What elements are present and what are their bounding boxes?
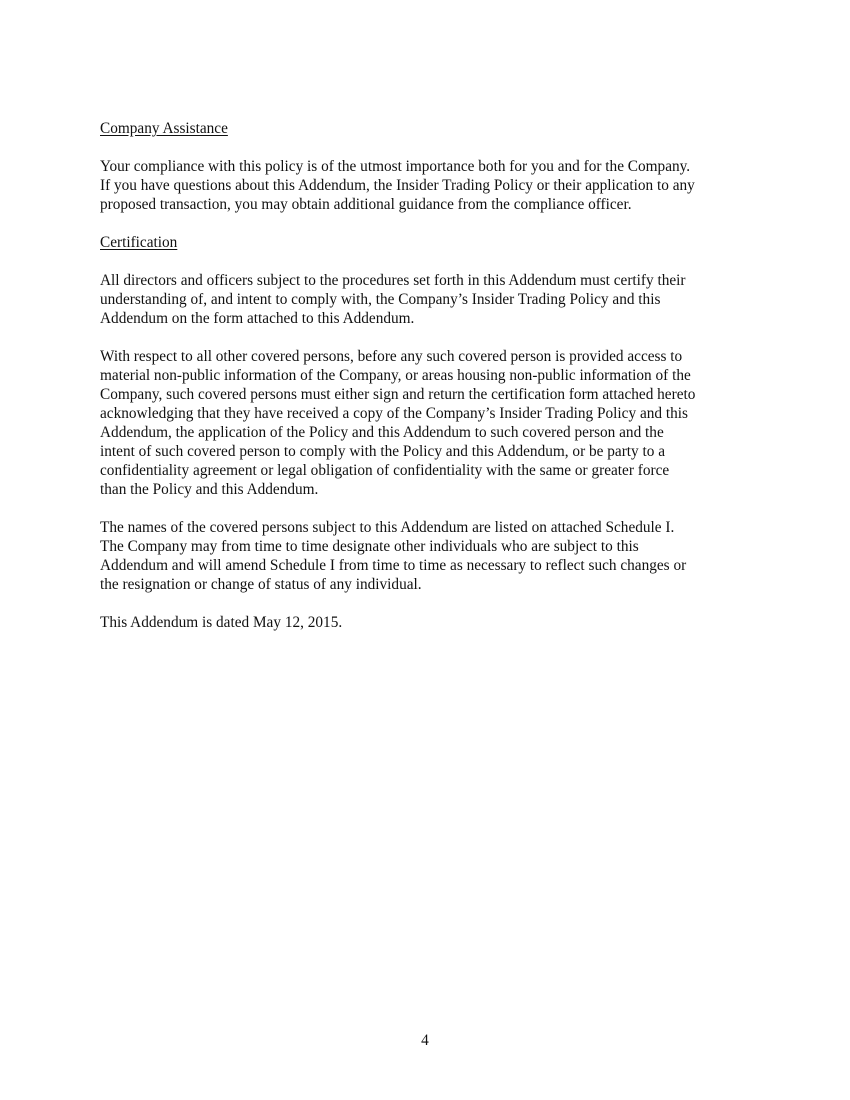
text-line: The names of the covered persons subject to this Addendum are listed on attached Schedule I.	[100, 519, 675, 536]
paragraph-compliance-importance	[100, 157, 760, 214]
text-line: material non-public information of the Company, or areas housing non-public information of the	[100, 367, 691, 384]
text-line: Company, such covered persons must either sign and return the certification form attached hereto	[100, 386, 696, 403]
page-content	[100, 119, 760, 651]
paragraph-schedule-i	[100, 518, 760, 594]
page-number: 4	[421, 1032, 429, 1049]
text-line: The Company may from time to time designate other individuals who are subject to this	[100, 538, 639, 555]
text-line: than the Policy and this Addendum.	[100, 481, 319, 498]
section-heading-certification: Certification	[100, 234, 178, 251]
text-line: Addendum and will amend Schedule I from time to time as necessary to reflect such changes or	[100, 557, 687, 574]
text-line: If you have questions about this Addendum, the Insider Trading Policy or their application to any	[100, 177, 695, 194]
text-line: With respect to all other covered persons, before any such covered person is provided access to	[100, 348, 683, 365]
text-line: This Addendum is dated May 12, 2015.	[100, 614, 343, 631]
text-line: acknowledging that they have received a copy of the Company’s Insider Trading Policy and this	[100, 405, 688, 422]
paragraph-other-covered-persons	[100, 347, 760, 499]
section-heading-company-assistance: Company Assistance	[100, 120, 228, 137]
text-line: the resignation or change of status of any individual.	[100, 576, 422, 593]
paragraph-dated	[100, 613, 760, 632]
text-line: Your compliance with this policy is of the utmost importance both for you and for the Company.	[100, 158, 691, 175]
text-line: All directors and officers subject to the procedures set forth in this Addendum must certify their	[100, 272, 686, 289]
text-line: confidentiality agreement or legal obligation of confidentiality with the same or greater force	[100, 462, 670, 479]
text-line: understanding of, and intent to comply with, the Company’s Insider Trading Policy and this	[100, 291, 661, 308]
text-line: intent of such covered person to comply with the Policy and this Addendum, or be party to a	[100, 443, 666, 460]
paragraph-directors-certify	[100, 271, 760, 328]
text-line: proposed transaction, you may obtain additional guidance from the compliance officer.	[100, 196, 632, 213]
text-line: Addendum on the form attached to this Addendum.	[100, 310, 415, 327]
text-line: Addendum, the application of the Policy and this Addendum to such covered person and the	[100, 424, 664, 441]
